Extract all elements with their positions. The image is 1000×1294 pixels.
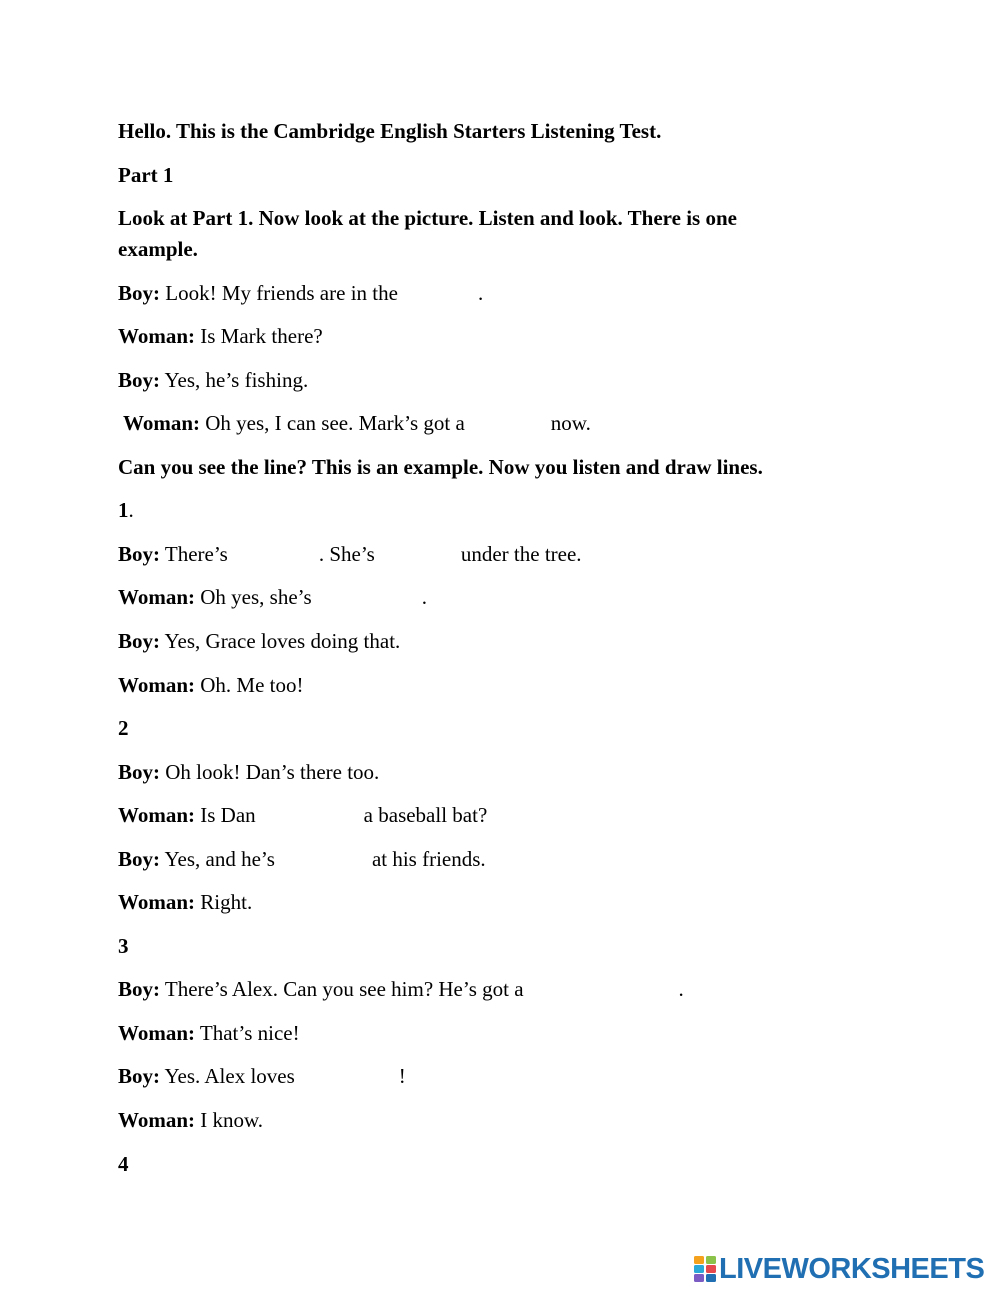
speaker: Woman: <box>118 1021 196 1045</box>
answer-blank[interactable] <box>275 849 372 869</box>
dialogue-line <box>118 670 304 701</box>
answer-blank[interactable] <box>375 544 461 564</box>
instructions-line-1: Look at Part 1. Now look at the picture. Listen and look. There is one <box>118 206 737 230</box>
example-note: Can you see the line? This is an example. Now you listen and draw lines. <box>118 455 763 479</box>
dialogue-text: . <box>678 977 684 1001</box>
dialogue-text: There’s <box>160 542 228 566</box>
answer-blank[interactable] <box>398 283 478 303</box>
dialogue-text: . <box>421 585 427 609</box>
speaker: Woman: <box>118 324 196 348</box>
dialogue-text: There’s Alex. Can you see him? He’s got a <box>160 977 524 1001</box>
speaker: Boy: <box>118 281 160 305</box>
part-heading: Part 1 <box>118 163 174 187</box>
dialogue-text: Oh. Me too! <box>195 673 304 697</box>
dialogue-text: a baseball bat? <box>363 803 488 827</box>
dialogue-text: Yes, Grace loves doing that. <box>160 629 401 653</box>
dialogue-line <box>118 321 323 352</box>
speaker: Woman: <box>118 1108 196 1132</box>
dialogue-text: Yes, and he’s <box>160 847 275 871</box>
answer-blank[interactable] <box>465 413 551 433</box>
dialogue-text: . She’s <box>318 542 375 566</box>
dialogue-text: . <box>477 281 484 305</box>
dialogue-line <box>118 1105 263 1136</box>
dialogue-line <box>118 539 582 570</box>
speaker: Woman: <box>118 585 196 609</box>
dialogue-text: now. <box>550 411 591 435</box>
dialogue-text: Right. <box>195 890 253 914</box>
instructions-line-2: example. <box>118 237 198 261</box>
logo-wordmark: LIVEWORKSHEETS <box>719 1252 985 1285</box>
dialogue-text: at his friends. <box>371 847 486 871</box>
dialogue-line <box>118 582 427 613</box>
dialogue-line <box>123 408 591 439</box>
dialogue-text: I know. <box>195 1108 264 1132</box>
dialogue-line <box>118 626 400 657</box>
speaker: Boy: <box>118 629 160 653</box>
question-number: 4 <box>118 1152 129 1176</box>
dialogue-text: Look! My friends are in the <box>160 281 398 305</box>
dialogue-line <box>118 844 486 875</box>
dialogue-line <box>118 887 252 918</box>
speaker: Woman: <box>118 890 196 914</box>
answer-blank[interactable] <box>256 805 364 825</box>
question-number: 3 <box>118 934 129 958</box>
speaker: Boy: <box>118 977 160 1001</box>
answer-blank[interactable] <box>524 979 679 999</box>
dialogue-line <box>118 365 308 396</box>
speaker: Boy: <box>118 760 160 784</box>
dialogue-text: Is Dan <box>195 803 256 827</box>
answer-blank[interactable] <box>312 587 422 607</box>
speaker: Boy: <box>118 542 160 566</box>
dialogue-line <box>118 757 379 788</box>
dialogue-text: Is Mark there? <box>195 324 323 348</box>
dialogue-text: Oh look! Dan’s there too. <box>160 760 380 784</box>
dialogue-text: ! <box>398 1064 406 1088</box>
speaker: Boy: <box>118 847 160 871</box>
dialogue-text: Oh yes, she’s <box>195 585 312 609</box>
dialogue-line <box>118 800 487 831</box>
speaker: Boy: <box>118 368 160 392</box>
dialogue-text: Yes, he’s fishing. <box>160 368 309 392</box>
dialogue-text: under the tree. <box>460 542 582 566</box>
liveworksheets-logo <box>694 1252 984 1286</box>
speaker: Boy: <box>118 1064 160 1088</box>
question-number: 1. <box>118 498 134 522</box>
speaker: Woman: <box>123 411 201 435</box>
dialogue-line <box>118 974 684 1005</box>
dialogue-text: That’s nice! <box>195 1021 300 1045</box>
speaker: Woman: <box>118 673 196 697</box>
speaker: Woman: <box>118 803 196 827</box>
page-title: Hello. This is the Cambridge English Starters Listening Test. <box>118 119 662 143</box>
liveworksheets-logo-icon <box>694 1256 716 1282</box>
dialogue-line <box>118 1061 406 1092</box>
dialogue-line <box>118 1018 300 1049</box>
answer-blank[interactable] <box>228 544 319 564</box>
dialogue-text: Oh yes, I can see. Mark’s got a <box>200 411 465 435</box>
dialogue-line <box>118 278 483 309</box>
dialogue-text: Yes. Alex loves <box>160 1064 295 1088</box>
question-number: 2 <box>118 716 129 740</box>
answer-blank[interactable] <box>295 1066 399 1086</box>
